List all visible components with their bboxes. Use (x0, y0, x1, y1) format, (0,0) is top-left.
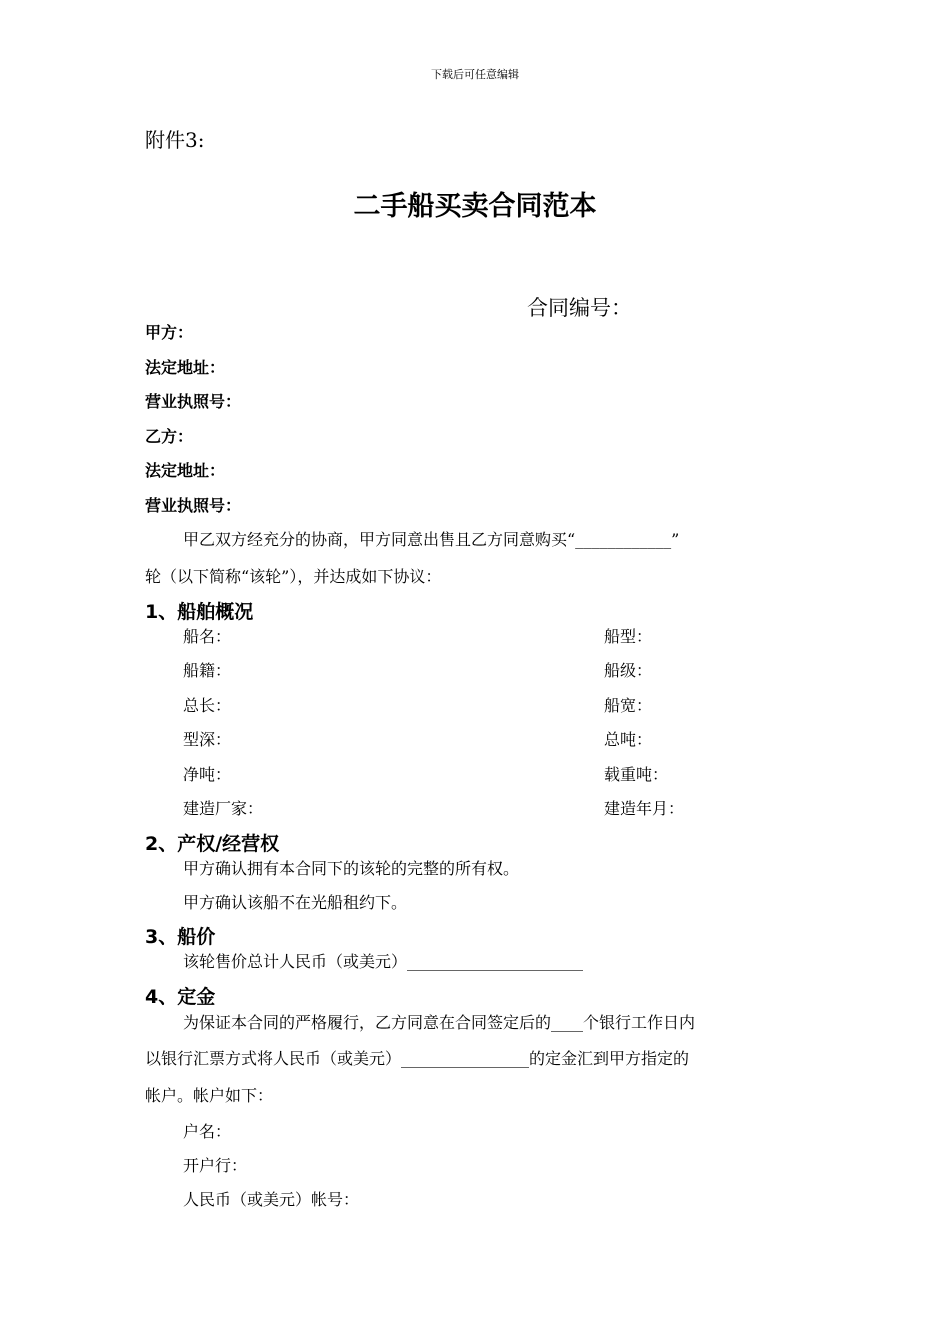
attachment-label: 附件3: (145, 128, 205, 152)
party-b-label: 乙方： (145, 427, 194, 446)
vessel-flag-label: 船籍： (183, 661, 232, 680)
section-1-heading: 1、船舶概况 (145, 601, 254, 623)
account-bank-label: 开户行： (183, 1156, 248, 1175)
vessel-type-label: 船型： (604, 627, 653, 646)
vessel-breadth-label: 船宽： (604, 696, 653, 715)
contract-number-label: 合同编号： (527, 296, 632, 320)
vessel-builder-label: 建造厂家： (183, 799, 264, 818)
account-name-label: 户名： (183, 1122, 232, 1141)
section-3-heading: 3、船价 (145, 926, 216, 948)
deposit-line-3: 帐户。帐户如下： (145, 1086, 274, 1105)
vessel-class-label: 船级： (604, 661, 653, 680)
header-note: 下载后可任意编辑 (431, 68, 519, 81)
party-b-license-label: 营业执照号： (145, 496, 242, 515)
price-line: 该轮售价总计人民币（或美元）______________________ (183, 952, 584, 971)
vessel-depth-label: 型深： (183, 730, 232, 749)
intro-line-1: 甲乙双方经充分的协商，甲方同意出售且乙方同意购买“____________” (183, 530, 680, 549)
vessel-length-label: 总长： (183, 696, 232, 715)
vessel-build-date-label: 建造年月： (604, 799, 685, 818)
vessel-name-label: 船名： (183, 627, 232, 646)
account-number-label: 人民币（或美元）帐号： (183, 1190, 360, 1209)
deposit-line-1: 为保证本合同的严格履行，乙方同意在合同签定后的____个银行工作日内 (183, 1013, 696, 1032)
vessel-deadweight-label: 载重吨： (604, 765, 669, 784)
party-a-license-label: 营业执照号： (145, 392, 242, 411)
document-title: 二手船买卖合同范本 (353, 191, 597, 222)
section-4-heading: 4、定金 (145, 986, 216, 1008)
vessel-gross-tonnage-label: 总吨： (604, 730, 653, 749)
party-a-label: 甲方： (145, 323, 194, 342)
intro-line-2: 轮（以下简称“该轮”），并达成如下协议： (145, 567, 442, 586)
ownership-line-1: 甲方确认拥有本合同下的该轮的完整的所有权。 (183, 859, 520, 878)
section-2-heading: 2、产权/经营权 (145, 833, 280, 855)
vessel-net-tonnage-label: 净吨： (183, 765, 232, 784)
party-b-address-label: 法定地址： (145, 461, 226, 480)
ownership-line-2: 甲方确认该船不在光船租约下。 (183, 893, 408, 912)
deposit-line-2: 以银行汇票方式将人民币（或美元）________________的定金汇到甲方指定的 (145, 1049, 690, 1068)
party-a-address-label: 法定地址： (145, 358, 226, 377)
